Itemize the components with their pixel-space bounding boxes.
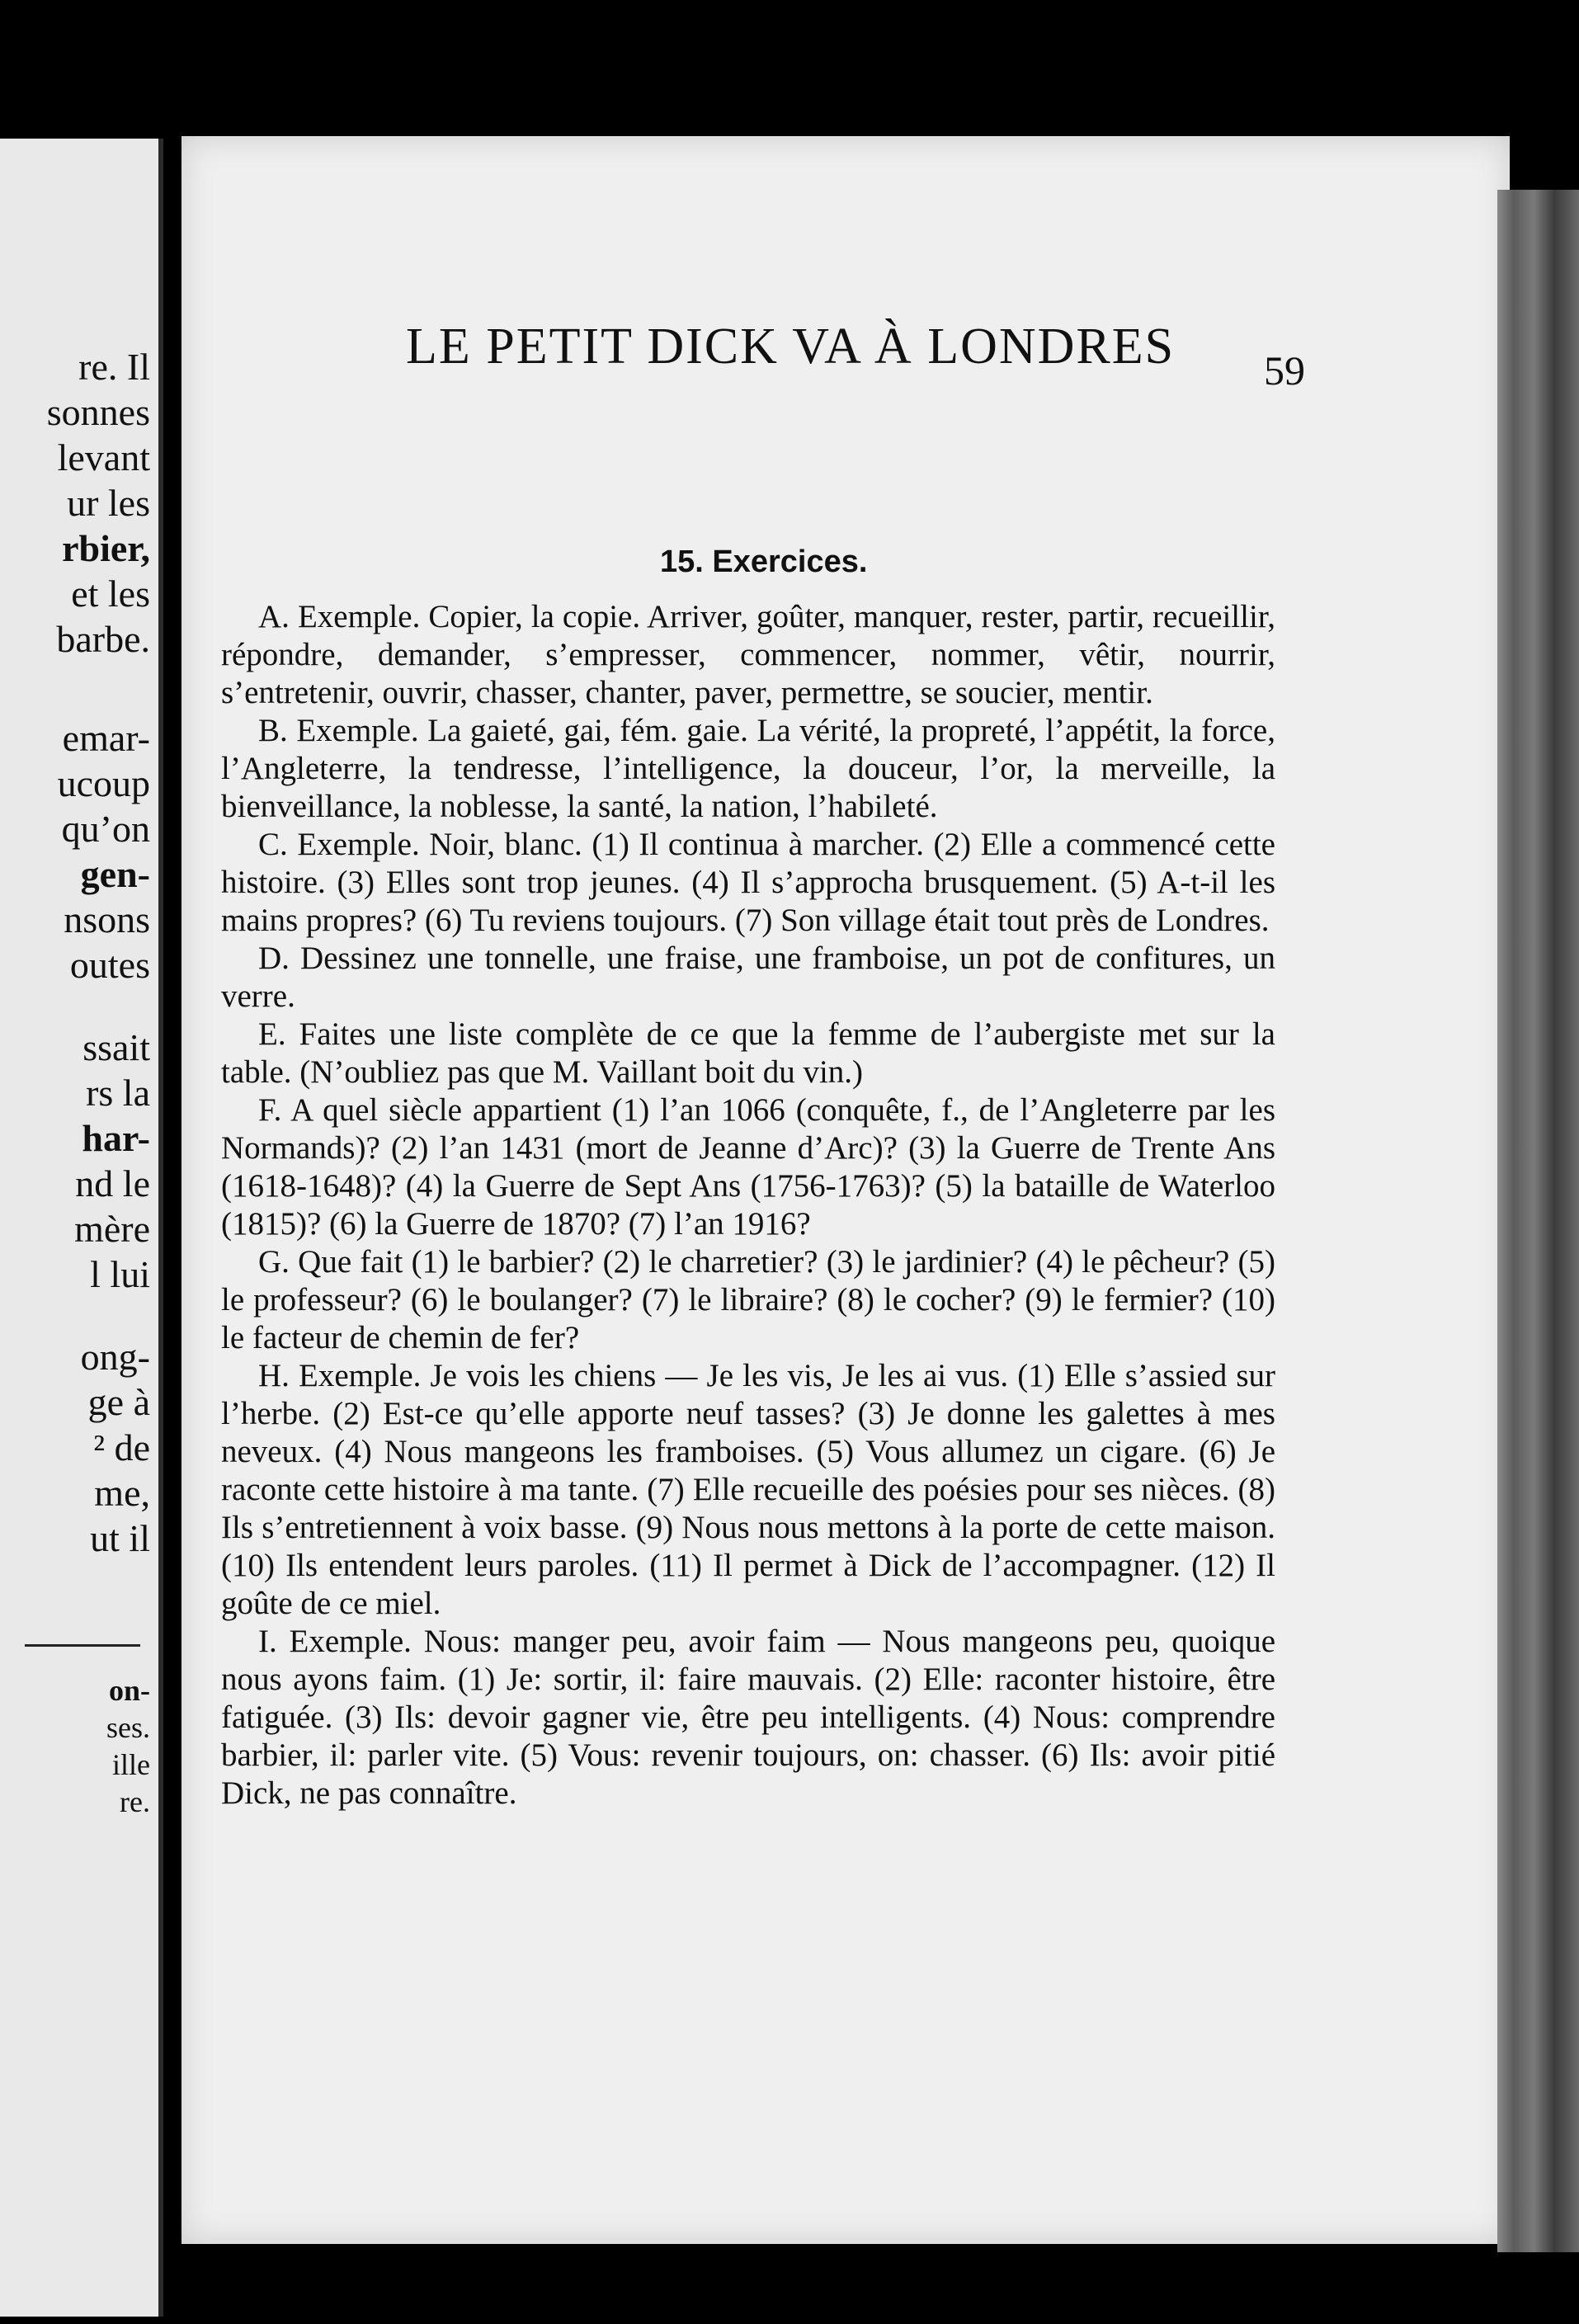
left-line: ssait (82, 1026, 150, 1068)
exercise-d: D. Dessinez une tonnelle, une fraise, une framboise, un pot de confitures, un verre. (221, 940, 1275, 1014)
left-line: et les (71, 573, 150, 615)
left-line: mère (74, 1208, 150, 1250)
left-line: ge à (87, 1381, 150, 1423)
running-head: LE PETIT DICK VA À LONDRES (406, 318, 1176, 375)
left-line: rbier, (62, 527, 150, 569)
left-line: outes (69, 944, 150, 986)
exercise-b: B. Exemple. La gaieté, gai, fém. gaie. La vérité, la propreté, l’appétit, la force, l’Angleterre, la tendresse, l’intelligence, la douceur, l’or, la merveille, la bienveillance, la noblesse, la santé, la nation, l’habileté. (221, 713, 1275, 824)
exercise-c: C. Exemple. Noir, blanc. (1) Il continua à marcher. (2) Elle a commencé cette histoire. (3) Elles sont trop jeunes. (4) Il s’approcha brusquement. (5) A-t-il les mains propres? (6) Tu reviens toujours. (7) Son village était tout près de Londres. (221, 827, 1275, 938)
exercise-f: F. A quel siècle appartient (1) l’an 1066 (conquête, f., de l’Angleterre par les Normands)? (2) l’an 1431 (mort de Jeanne d’Arc)? (3) la Guerre de Trente Ans (1618-1648)? (4) la Guerre de Sept Ans (1756-1763)? (5) la bataille de Waterloo (1815)? (6) la Guerre de 1870? (7) l’an 1916? (221, 1092, 1275, 1242)
exercise-list (221, 598, 1275, 1813)
section-title: 15. Exercices. (660, 544, 868, 579)
left-line: emar- (62, 717, 150, 759)
left-page-fragment (0, 139, 163, 2317)
page-edges (1497, 190, 1579, 2252)
exercise-e: E. Faites une liste complète de ce que la femme de l’aubergiste met sur la table. (N’oubliez pas que M. Vaillant boit du vin.) (221, 1016, 1275, 1090)
left-line: ille (112, 1748, 150, 1781)
exercise-h: H. Exemple. Je vois les chiens — Je les vis, Je les ai vus. (1) Elle s’assied sur l’herbe. (2) Est-ce qu’elle apporte neuf tasses? (3) Je donne les galettes à mes neveux. (4) Nous mangeons les framboises. (5) Vous allumez un cigare. (6) Je raconte cette histoire à ma tante. (7) Elle recueille des poésies pour ses nièces. (8) Ils s’entretiennent à voix basse. (9) Nous nous mettons à la porte de cette maison. (10) Ils entendent leurs paroles. (11) Il permet à Dick de l’accompagner. (12) Il goûte de ce miel. (221, 1358, 1275, 1621)
left-line: sonnes (46, 391, 150, 433)
left-line: ong- (80, 1336, 150, 1378)
left-line: ucoup (57, 762, 150, 804)
left-line: har- (82, 1117, 150, 1159)
left-line: levant (57, 436, 150, 478)
exercise-i: I. Exemple. Nous: manger peu, avoir faim — Nous mangeons peu, quoique nous ayons faim. (1) Je: sortir, il: faire mauvais. (2) Elle: raconter histoire, être fatiguée. (3) Ils: devoir gagner vie, être peu intelligents. (4) Nous: comprendre barbier, il: parler vite. (5) Vous: revenir toujours, on: chasser. (6) Ils: avoir pitié Dick, ne pas connaître. (221, 1624, 1275, 1811)
left-line: ur les (67, 482, 150, 524)
left-line: gen- (80, 853, 150, 895)
exercise-g: G. Que fait (1) le barbier? (2) le charretier? (3) le jardinier? (4) le pêcheur? (5) le professeur? (6) le boulanger? (7) le libraire? (8) le cocher? (9) le fermier? (10) le facteur de chemin de fer? (221, 1244, 1275, 1355)
left-line: ut il (90, 1517, 150, 1559)
left-line: ² de (93, 1426, 150, 1468)
left-line: nsons (64, 898, 150, 940)
left-line: l lui (90, 1253, 150, 1295)
left-line: on- (108, 1674, 150, 1707)
left-line: ses. (106, 1711, 150, 1744)
page-number: 59 (1264, 347, 1305, 394)
left-line: me, (94, 1472, 150, 1514)
left-line: rs la (86, 1072, 150, 1114)
left-line: re. (120, 1785, 150, 1818)
left-line: re. Il (78, 346, 150, 388)
left-line: qu’on (61, 808, 150, 850)
left-line: nd le (75, 1162, 150, 1204)
left-line: barbe. (56, 618, 150, 660)
exercise-a: A. Exemple. Copier, la copie. Arriver, goûter, manquer, rester, partir, recueillir, répondre, demander, s’empresser, commencer, nommer, vêtir, nourrir, s’entretenir, ouvrir, chasser, chanter, paver, permettre, se soucier, mentir. (221, 599, 1275, 710)
footnote-rule (25, 1644, 140, 1647)
